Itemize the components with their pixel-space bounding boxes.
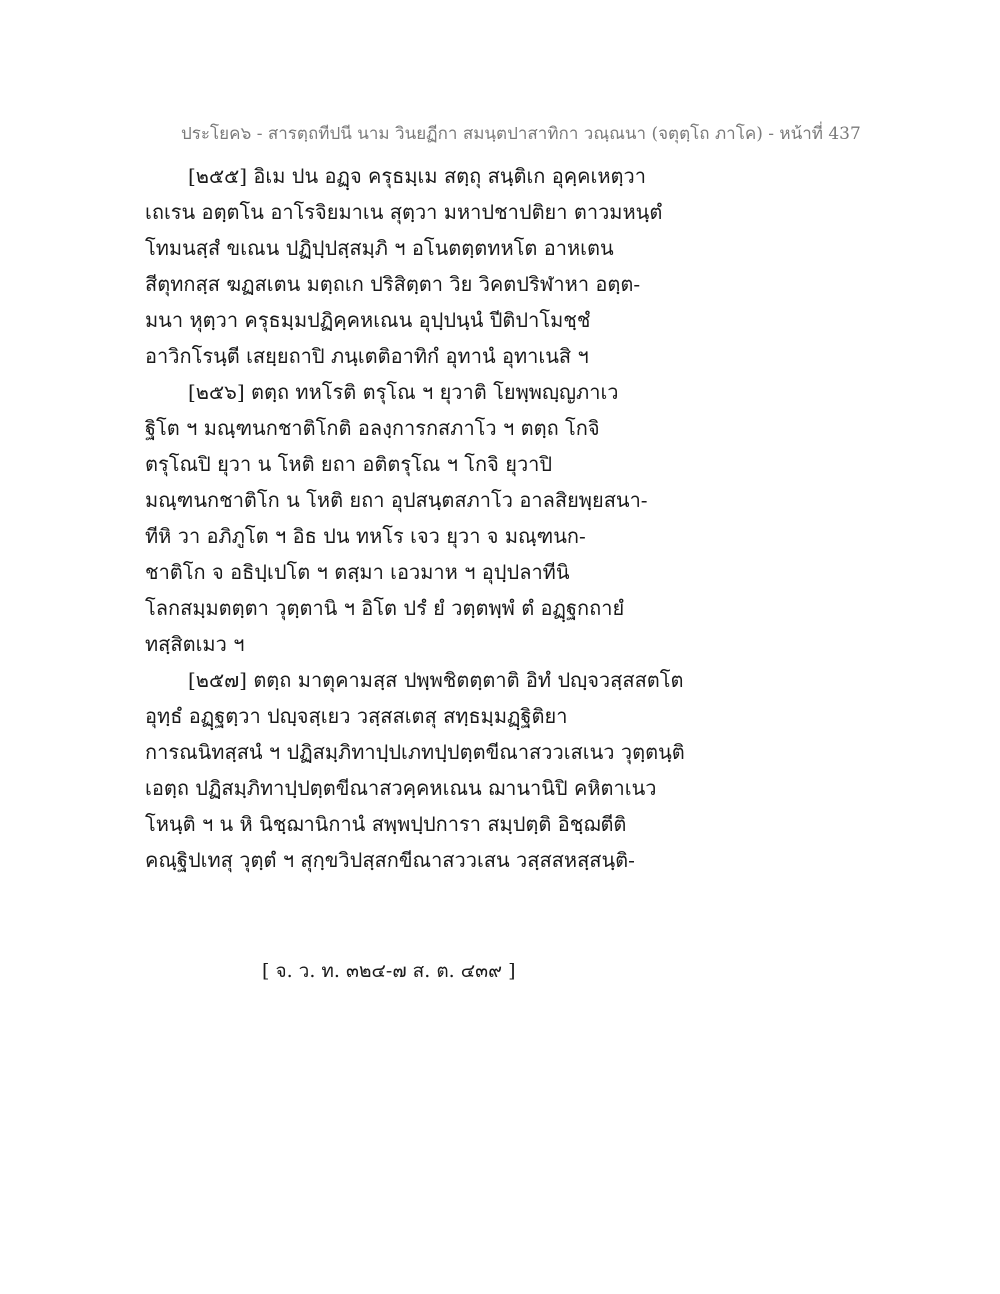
text-line: โลกสมฺมตตฺตา วุตฺตานิ ฯ อิโต ปรํ ยํ วตฺตพฺพํ ตํ อฏฺฐกถายํ	[145, 596, 625, 620]
paragraph-256	[145, 374, 885, 662]
text-line: เอตฺถ ปฏิสมฺภิทาปฺปตฺตขีณาสวคฺคหเณน ฌานานิปิ คหิตาเนว	[145, 776, 657, 800]
text-line: ตรุโณปิ ยุวา น โหติ ยถา อติตรุโณ ฯ โกจิ ยุวาปิ	[145, 452, 553, 476]
text-line: โทมนสฺสํ ขเณน ปฏิปฺปสฺสมฺภิ ฯ อโนตตฺตทหโต อาหเตน	[145, 236, 614, 260]
text-line: ฐิโต ฯ มณฺฑนกชาติโกติ อลงฺการกสภาโว ฯ ตตฺถ โกจิ	[145, 416, 600, 440]
text-line: เถเรน อตฺตโน อาโรจิยมาเน สุตฺวา มหาปชาปติยา ตาวมหนฺตํ	[145, 200, 663, 224]
text-line: มนา หุตฺวา ครุธมฺมปฏิคฺคหเณน อุปฺปนฺนํ ปีติปาโมชฺชํ	[145, 308, 591, 332]
text-line: คณฺฐิปเทสุ วุตฺตํ ฯ สุกฺขวิปสฺสกขีณาสววเสน วสฺสสหสฺสนฺติ-	[145, 848, 635, 872]
paragraph-255	[145, 158, 885, 374]
footnote-reference	[262, 957, 516, 985]
text-line: ทสฺสิตเมว ฯ	[145, 632, 245, 656]
page-header	[181, 122, 881, 146]
text-line: สีตุทกสฺส ฆฏสเตน มตฺถเก ปริสิตฺตา วิย วิคตปริฬาหา อตฺต-	[145, 272, 641, 296]
footnote-text: [ จ. ว. ท. ๓๒๔-๗ ส. ต. ๔๓๙ ]	[262, 960, 516, 982]
text-line: มณฺฑนกชาติโก น โหติ ยถา อุปสนฺตสภาโว อาลสิยพฺยสนา-	[145, 488, 648, 512]
text-line: ทีหิ วา อภิภูโต ฯ อิธ ปน ทหโร เจว ยุวา จ มณฺฑนก-	[145, 524, 586, 548]
text-line: การณนิทสฺสนํ ฯ ปฏิสมฺภิทาปฺปเภทปฺปตฺตขีณาสววเสเนว วุตฺตนฺติ	[145, 740, 685, 764]
body-text	[145, 158, 885, 878]
text-line: [๒๕๗] ตตฺถ มาตุคามสฺส ปพฺพชิตตฺตาติ อิทํ ปญฺจวสฺสสตโต	[188, 668, 684, 692]
text-line: โหนฺติ ฯ น หิ นิชฺฌานิกานํ สพฺพปฺปการา สมฺปตฺติ อิชฺฌตีติ	[145, 812, 627, 836]
text-line: ชาติโก จ อธิปฺเปโต ฯ ตสฺมา เอวมาห ฯ อุปฺปลาทีนิ	[145, 560, 570, 584]
text-line: อาวิกโรนฺตี เสยฺยถาปิ ภนฺเตติอาทิกํ อุทานํ อุทาเนสิ ฯ	[145, 344, 589, 368]
text-line: [๒๕๕] อิเม ปน อฏฺจ ครุธมฺเม สตฺถุ สนฺติเก อุคฺคเหตฺวา	[188, 164, 647, 188]
text-line: อุทฺธํ อฏฺฐตฺวา ปญฺจสฺเยว วสฺสสเตสุ สทฺธมฺมฏฺฐิติยา	[145, 704, 568, 728]
paragraph-257	[145, 662, 885, 878]
text-line: [๒๕๖] ตตฺถ ทหโรติ ตรุโณ ฯ ยุวาติ โยพฺพญฺญภาเว	[188, 380, 619, 404]
running-title: ประโยค๖ - สารตฺถทีปนี นาม วินยฏีกา สมนฺตปาสาทิกา วณฺณนา (จตุตฺโถ ภาโค) - หน้าที่ 437	[181, 124, 861, 144]
